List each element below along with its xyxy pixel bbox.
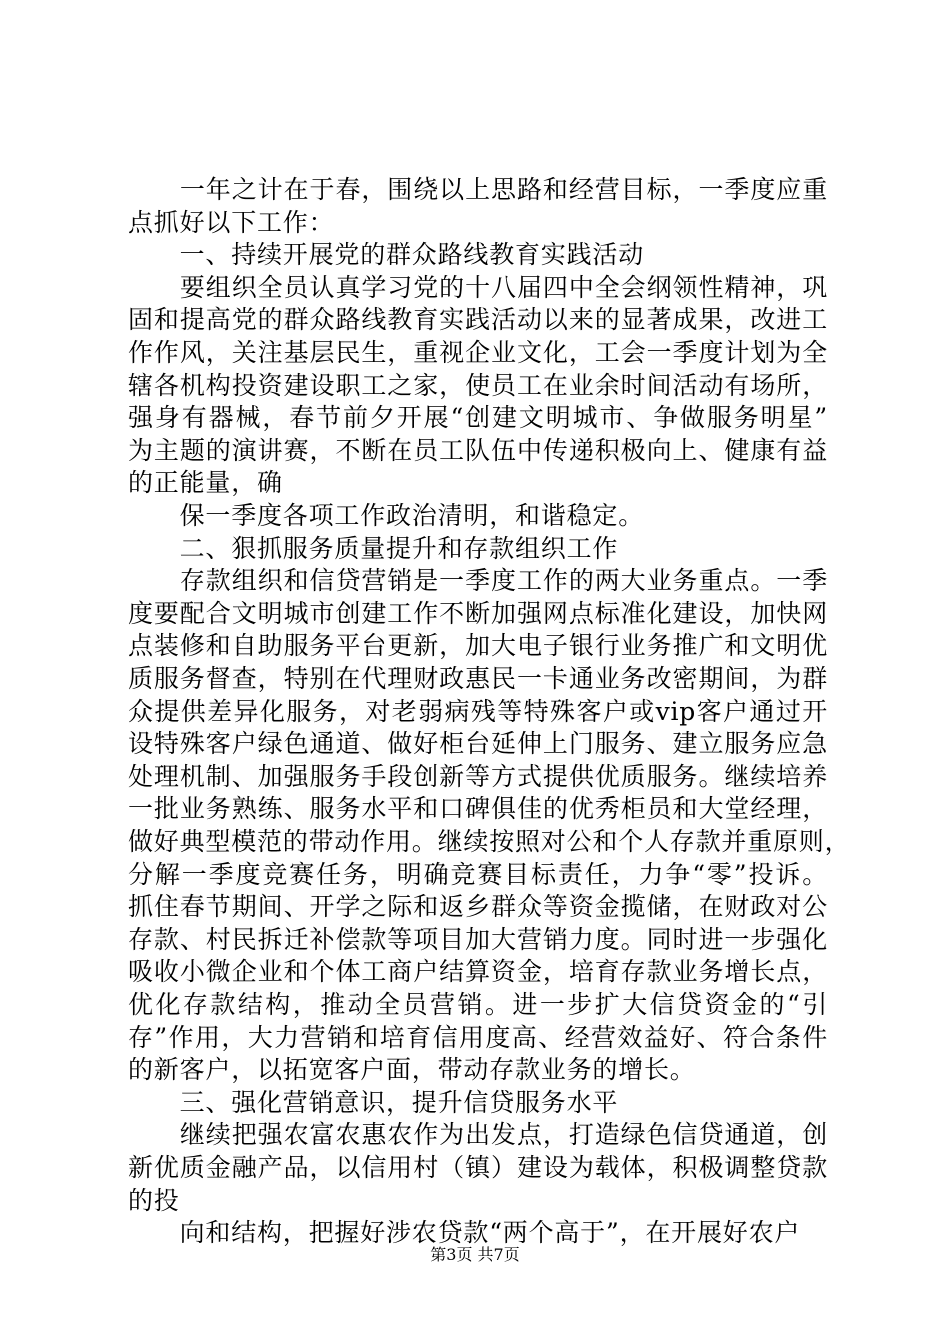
text-line: 要组织全员认真学习党的十八届四中全会纲领性精神，巩 <box>128 272 828 302</box>
text-line: 做好典型模范的带动作用。继续按照对公和个人存款并重原则， <box>128 827 851 856</box>
text-line: 存”作用，大力营销和培育信用度高、经营效益好、符合条件 <box>128 1022 828 1052</box>
text-line: 三、强化营销意识，提升信贷服务水平 <box>128 1087 619 1117</box>
text-line: 辖各机构投资建设职工之家，使员工在业余时间活动有场所， <box>128 370 828 400</box>
text-line: 向和结构，把握好涉农贷款“两个高于”，在开展好农户 <box>128 1218 801 1248</box>
text-line: 设特殊客户绿色通道、做好柜台延伸上门服务、建立服务应急 <box>128 729 828 759</box>
text-line: 点装修和自助服务平台更新，加大电子银行业务推广和文明优 <box>128 631 828 661</box>
text-line: 的新客户，以拓宽客户面，带动存款业务的增长。 <box>128 1055 696 1085</box>
text-line: 抓住春节期间、开学之际和返乡群众等资金揽储，在财政对公 <box>128 892 828 922</box>
text-line: 质服务督查，特别在代理财政惠民一卡通业务改密期间，为群 <box>128 664 828 693</box>
text-line: 强身有器械，春节前夕开展“创建文明城市、争做服务明星” <box>128 403 828 433</box>
text-line: 一年之计在于春，围绕以上思路和经营目标，一季度应重 <box>128 175 828 204</box>
text-line: 众提供差异化服务，对老弱病残等特殊客户或vip客户通过开 <box>128 696 828 726</box>
text-line: 的投 <box>128 1185 180 1215</box>
text-line: 分解一季度竞赛任务，明确竞赛目标责任，力争“零”投诉。 <box>128 859 828 889</box>
text-line: 处理机制、加强服务手段创新等方式提供优质服务。继续培养 <box>128 761 828 791</box>
text-line: 的正能量，确 <box>128 468 283 498</box>
text-line: 固和提高党的群众路线教育实践活动以来的显著成果，改进工 <box>128 305 828 335</box>
text-line: 一批业务熟练、服务水平和口碑俱佳的优秀柜员和大堂经理， <box>128 794 828 824</box>
text-line: 点抓好以下工作： <box>128 207 335 237</box>
text-line: 作作风，关注基层民生，重视企业文化，工会一季度计划为全 <box>128 338 828 367</box>
page-footer: 第3页 共7页 <box>430 1245 520 1264</box>
text-line: 优化存款结构，推动全员营销。进一步扩大信贷资金的“引 <box>128 990 828 1019</box>
text-line: 度要配合文明城市创建工作不断加强网点标准化建设，加快网 <box>128 598 828 628</box>
text-line: 保一季度各项工作政治清明，和谐稳定。 <box>128 501 645 530</box>
text-line: 存款、村民拆迁补偿款等项目加大营销力度。同时进一步强化 <box>128 924 828 954</box>
text-line: 二、狠抓服务质量提升和存款组织工作 <box>128 533 619 563</box>
text-line: 继续把强农富农惠农作为出发点，打造绿色信贷通道，创 <box>128 1120 828 1150</box>
text-line: 存款组织和信贷营销是一季度工作的两大业务重点。一季 <box>128 566 828 596</box>
text-line: 一、持续开展党的群众路线教育实践活动 <box>128 240 645 270</box>
text-line: 吸收小微企业和个体工商户结算资金，培育存款业务增长点， <box>128 957 828 987</box>
text-line: 为主题的演讲赛，不断在员工队伍中传递积极向上、健康有益 <box>128 435 828 465</box>
text-line: 新优质金融产品，以信用村（镇）建设为载体，积极调整贷款 <box>128 1153 828 1182</box>
